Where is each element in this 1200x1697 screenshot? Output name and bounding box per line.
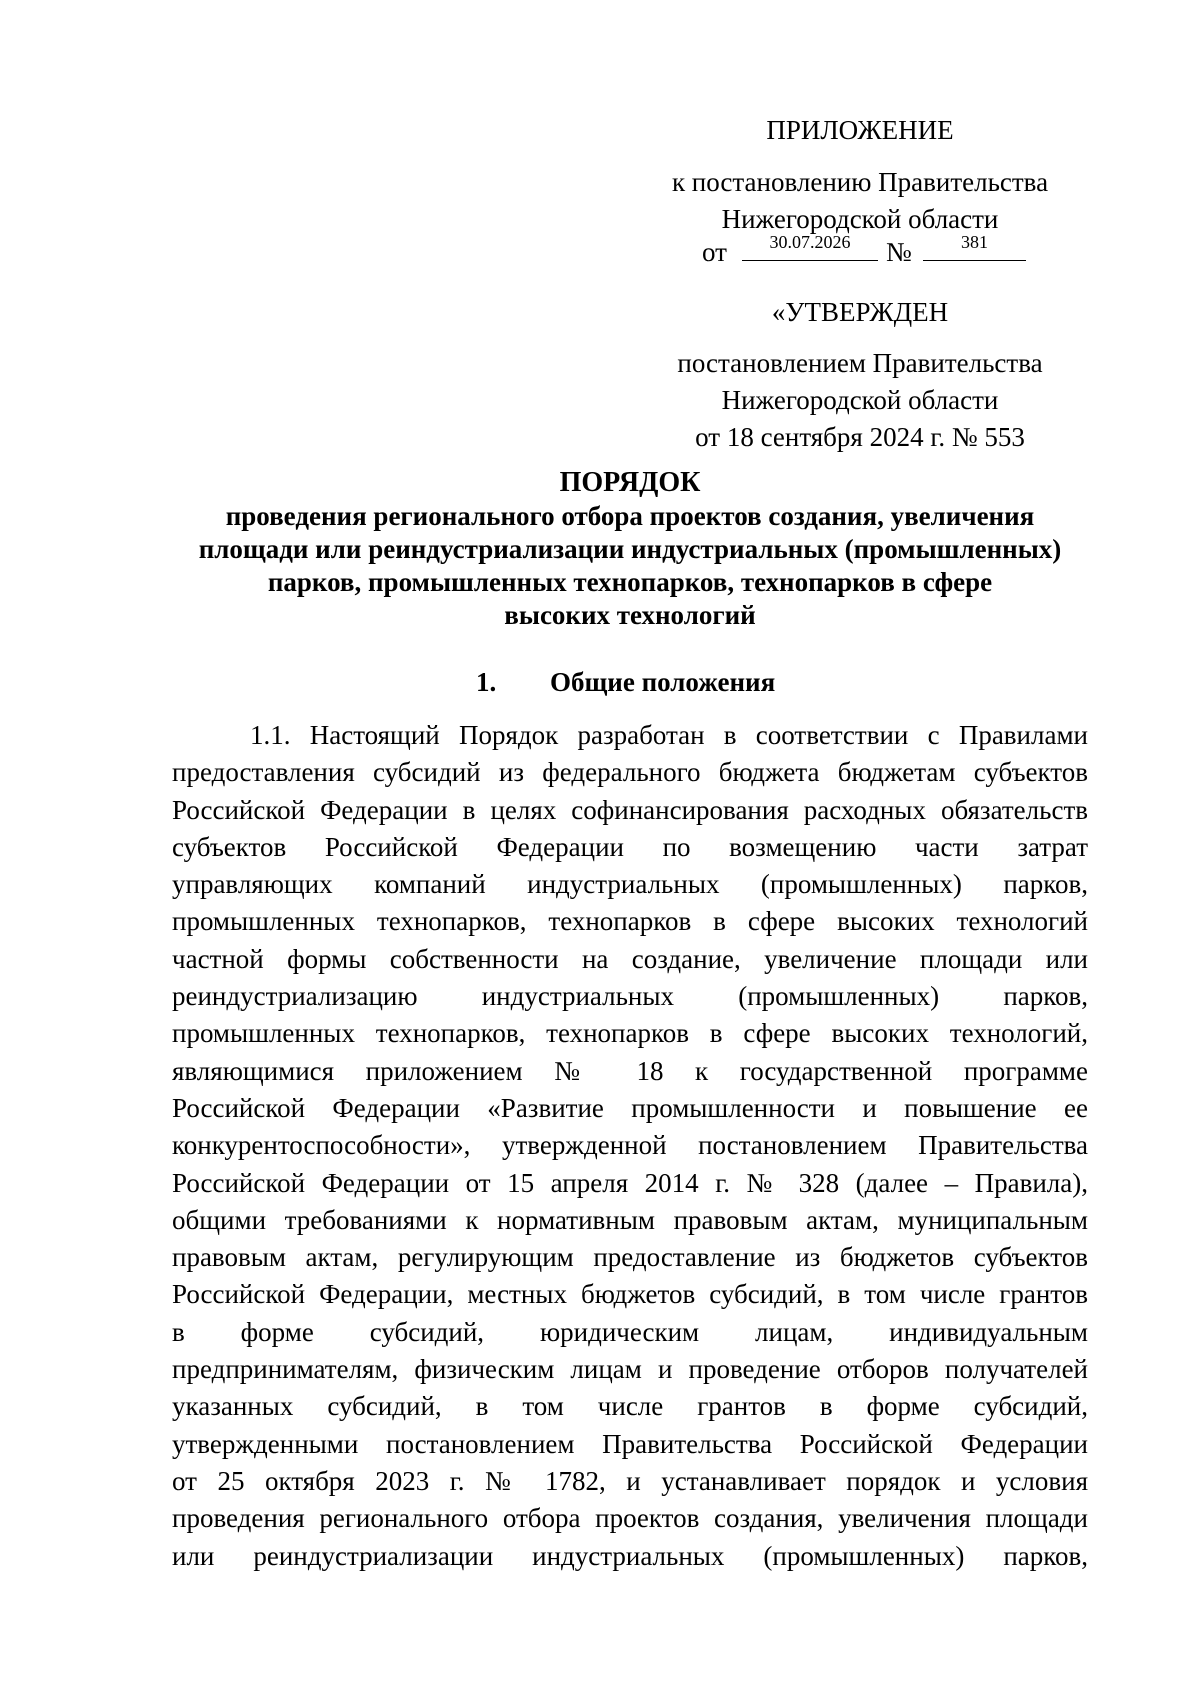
paragraph-line: 1.1. Настоящий Порядок разработан в соответствии с Правилами xyxy=(250,720,1088,750)
approved-line: постановлением Правительства xyxy=(677,348,1043,378)
document-subtitle-line: площади или реиндустриализации индустриальных (промышленных) xyxy=(198,534,1062,564)
paragraph-line: управляющих компаний индустриальных (промышленных) парков, xyxy=(172,869,1088,900)
paragraph-line: промышленных технопарков, технопарков в сфере высоких технологий, xyxy=(172,1018,1088,1049)
approved-title xyxy=(640,294,1080,331)
paragraph-line: Российской Федерации, местных бюджетов субсидий, в том числе грантов xyxy=(172,1279,1088,1310)
approved-lines xyxy=(640,345,1080,456)
paragraph-line: Российской Федерации в целях софинансирования расходных обязательств xyxy=(172,794,1088,825)
paragraph-line: реиндустриализацию индустриальных (промышленных) парков, xyxy=(172,981,1088,1012)
paragraph-line: конкурентоспособности», утвержденной постановлением Правительства xyxy=(172,1130,1088,1161)
appendix-date-field: 30.07.2026 xyxy=(742,230,878,261)
appendix-line: Нижегородской области xyxy=(721,204,999,234)
document-subtitle-line: проведения регионального отбора проектов создания, увеличения xyxy=(225,501,1035,531)
paragraph-line: правовым актам, регулирующим предоставление из бюджетов субъектов xyxy=(172,1242,1088,1273)
paragraph-line: частной формы собственности на создание, увеличение площади или xyxy=(172,943,1088,974)
paragraph-line: от 25 октября 2023 г. № 1782, и устанавливает порядок и условия xyxy=(172,1465,1088,1496)
appendix-date-row xyxy=(640,230,1080,270)
appendix-number-field: 381 xyxy=(923,230,1026,261)
paragraph-line: утвержденными постановлением Правительства Российской Федерации xyxy=(172,1428,1088,1459)
approved-title-text: «УТВЕРЖДЕН xyxy=(771,297,949,327)
paragraph-line: промышленных технопарков, технопарков в сфере высоких технологий xyxy=(172,906,1088,937)
paragraph-line: или реиндустриализации индустриальных (промышленных) парков, xyxy=(172,1540,1088,1571)
appendix-date-prefix: от xyxy=(702,237,727,267)
paragraph-line: предпринимателям, физическим лицам и проведение отборов получателей xyxy=(172,1354,1088,1385)
appendix-number-sign: № xyxy=(886,237,912,267)
paragraph-line: Российской Федерации от 15 апреля 2014 г. № 328 (далее – Правила), xyxy=(172,1167,1088,1198)
appendix-lines xyxy=(640,164,1080,238)
document-title xyxy=(150,466,1110,632)
section-heading xyxy=(150,664,1110,700)
section-number: 1. xyxy=(476,667,497,697)
paragraph-line: Российской Федерации «Развитие промышленности и повышение ее xyxy=(172,1092,1088,1123)
section-title: Общие положения xyxy=(550,667,776,697)
paragraph-line: проведения регионального отбора проектов создания, увеличения площади xyxy=(172,1503,1088,1534)
paragraph-line: являющимися приложением № 18 к государственной программе xyxy=(172,1055,1088,1086)
document-title-main: ПОРЯДОК xyxy=(559,467,701,498)
paragraph-line: в форме субсидий, юридическим лицам, индивидуальным xyxy=(172,1316,1088,1347)
document-subtitle-line: высоких технологий xyxy=(504,600,756,630)
paragraph-line: общими требованиями к нормативным правовым актам, муниципальным xyxy=(172,1204,1088,1235)
appendix-title-text: ПРИЛОЖЕНИЕ xyxy=(766,115,954,145)
paragraph-line: указанных субсидий, в том числе грантов в форме субсидий, xyxy=(172,1391,1088,1422)
paragraph-1-1 xyxy=(172,717,1088,1575)
paragraph-line: субъектов Российской Федерации по возмещению части затрат xyxy=(172,831,1088,862)
appendix-line: к постановлению Правительства xyxy=(671,167,1049,197)
approved-line: от 18 сентября 2024 г. № 553 xyxy=(695,422,1025,452)
appendix-title xyxy=(640,112,1080,149)
paragraph-line: предоставления субсидий из федерального бюджета бюджетам субъектов xyxy=(172,757,1088,788)
approved-line: Нижегородской области xyxy=(721,385,999,415)
document-subtitle-line: парков, промышленных технопарков, технопарков в сфере xyxy=(267,567,993,597)
